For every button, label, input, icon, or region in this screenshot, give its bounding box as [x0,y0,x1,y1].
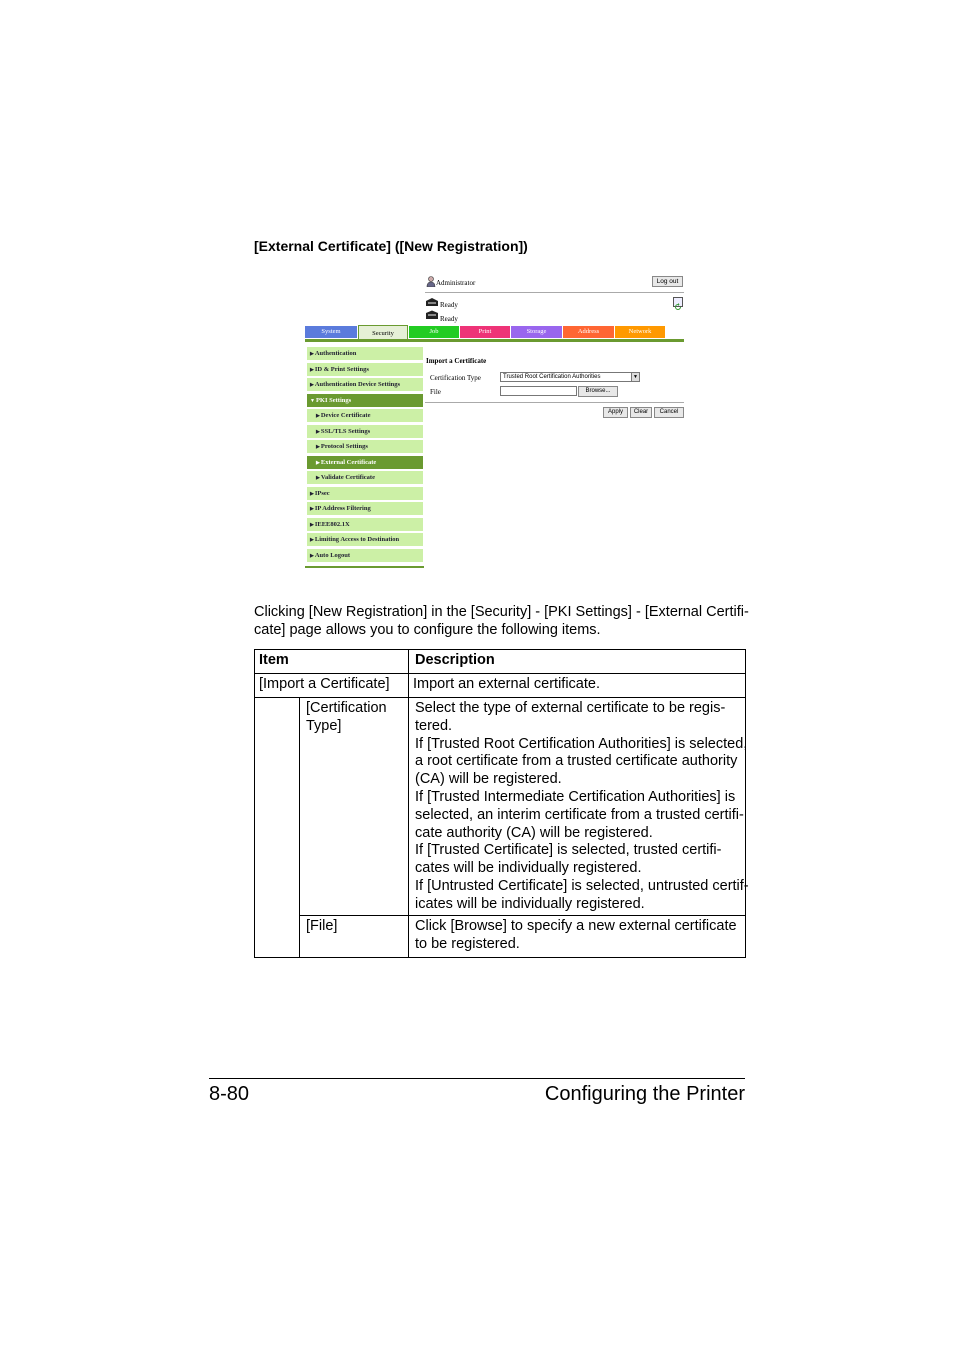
table-row-description: Import an external certificate. [413,676,600,692]
tab-address[interactable] [563,326,614,338]
sidebar-item-label: SSL/TLS Settings [320,427,371,435]
tab-print[interactable] [460,326,510,338]
table-rule [254,673,746,674]
sidebar-item-label: External Certificate [320,458,377,466]
table-rule [254,697,746,698]
arrow-icon: ▶ [316,460,320,466]
printer-icon [425,297,439,307]
administrator-label: Administrator [436,279,476,287]
description-line: selected, an interim certificate from a trusted certifi- [415,806,744,823]
form-title: Import a Certificate [426,357,487,365]
sidebar-item-label: Authentication [314,350,357,357]
table-rule [408,649,409,958]
chapter-title: Configuring the Printer [544,1083,745,1105]
web-ui-screenshot [305,272,685,570]
arrow-icon: ▶ [310,553,314,559]
table-rule [299,697,300,958]
sidebar-item-label: Validate Certificate [320,474,375,481]
sidebar-item-label: ID & Print Settings [314,365,369,373]
arrow-icon: ▶ [310,383,314,388]
sidebar-item-ipsec[interactable] [307,487,423,500]
sidebar-item-ieee8021x[interactable] [307,518,423,531]
sidebar-item-label: Auto Logout [314,551,351,559]
arrow-icon: ▶ [316,414,320,419]
intro-paragraph [254,603,750,639]
sidebar-item-label: PKI Settings [315,396,352,404]
description-line: (CA) will be registered. [415,771,562,788]
table-rule [254,649,255,958]
footer-rule [209,1078,745,1079]
logout-button[interactable]: Log out [652,276,683,287]
chevron-down-icon: ▼ [631,373,639,381]
description-line: cates will be individually registered. [415,860,642,877]
sidebar-item-label: IEEE802.1X [314,520,350,528]
sidebar-item-label: IPsec [314,489,330,497]
arrow-icon: ▶ [310,367,314,373]
description-line: to be registered. [415,935,520,952]
arrow-icon: ▶ [310,352,314,357]
table-row-description [415,918,750,954]
main-tabs [305,326,685,340]
sidebar-item-authentication[interactable] [307,347,423,360]
tab-label: Network [628,328,652,335]
description-line: a root certificate from a trusted certificate authority [415,753,738,770]
description-line: cate authority (CA) will be registered. [415,824,653,841]
sidebar-item-ssl-tls-settings[interactable] [307,425,423,438]
scanner-status: Ready [440,315,458,323]
header-divider [425,292,684,293]
description-line: If [Trusted Certificate] is selected, trusted certifi- [415,842,722,859]
tab-job[interactable] [409,326,459,338]
column-header-description: Description [415,652,495,668]
description-line: If [Trusted Root Certification Authorities] is selected, [415,735,748,752]
column-header-item: Item [259,652,289,668]
description-line: If [Untrusted Certificate] is selected, untrusted certif- [415,877,749,894]
sidebar-item-validate-certificate[interactable] [307,471,423,484]
sidebar-item-ip-address-filtering[interactable] [307,502,423,515]
tab-label: System [321,328,341,335]
certification-type-label: Certification Type [430,374,481,382]
certification-type-value: Trusted Root Certification Authorities [503,374,601,380]
sidebar-item-external-certificate[interactable] [307,456,423,469]
section-heading: [External Certificate] ([New Registration]) [254,238,528,254]
tab-label: Storage [526,328,547,335]
sidebar-item-pki-settings[interactable] [307,394,423,407]
file-label: File [430,388,441,396]
sidebar-item-device-certificate[interactable] [307,409,423,422]
arrow-icon: ▶ [316,476,320,481]
table-row-item: [Import a Certificate] [259,676,390,692]
table-row-item: [File] [306,918,338,934]
sidebar-item-id-print-settings[interactable] [307,363,423,376]
item-line: [Certification [306,700,387,716]
table-rule [254,957,746,958]
sidebar-item-label: Protocol Settings [320,443,368,450]
sidebar-item-label: IP Address Filtering [314,505,371,512]
table-row-description [415,700,750,914]
description-line: tered. [415,717,453,734]
browse-button[interactable]: Browse... [578,386,618,397]
table-rule [299,915,746,916]
tab-label: Security [372,330,394,337]
arrow-icon: ▶ [310,491,314,497]
arrow-icon: ▶ [310,522,314,528]
arrow-icon: ▶ [310,538,314,543]
description-line: Select the type of external certificate to be regis- [415,700,726,716]
tab-system[interactable] [305,326,357,338]
form-divider [425,402,684,403]
sidebar-item-label: Limiting Access to Destination [314,536,400,543]
page-number: 8-80 [209,1083,250,1105]
arrow-down-icon: ▼ [310,398,315,404]
arrow-icon: ▶ [310,507,314,512]
tab-underline [305,339,684,342]
description-line: Click [Browse] to specify a new external certificate [415,918,737,934]
refresh-icon[interactable] [673,297,683,307]
intro-line: cate] page allows you to configure the following items. [254,622,601,638]
sidebar-item-authentication-device-settings[interactable] [307,378,423,391]
sidebar-item-protocol-settings[interactable] [307,440,423,453]
scanner-icon [425,310,439,320]
printer-status: Ready [440,301,458,309]
table-rule [254,649,746,650]
tab-label: Print [478,328,492,335]
description-line: If [Trusted Intermediate Certification Authorities] is [415,788,736,805]
sidebar-item-limiting-access[interactable] [307,533,423,546]
arrow-icon: ▶ [316,429,320,435]
apply-button[interactable]: Apply [603,407,628,418]
tab-network[interactable] [615,326,665,338]
sidebar-item-label: Authentication Device Settings [314,381,401,388]
arrow-icon: ▶ [316,445,320,450]
tab-storage[interactable] [511,326,562,338]
sidebar-item-label: Device Certificate [320,412,371,419]
clear-button[interactable]: Clear [630,407,652,418]
tab-label: Job [429,328,439,335]
intro-line: Clicking [New Registration] in the [Security] - [PKI Settings] - [External Certifi- [254,604,749,620]
certification-type-select[interactable] [500,372,640,382]
sidebar-bottom-rule [305,566,424,568]
description-line: icates will be individually registered. [415,895,645,912]
table-row-item [306,700,406,736]
sidebar-item-auto-logout[interactable] [307,549,423,562]
file-input[interactable] [500,386,577,396]
cancel-button[interactable]: Cancel [654,407,684,418]
tab-label: Address [577,328,600,335]
item-line: Type] [306,717,342,734]
administrator-icon [426,276,436,287]
